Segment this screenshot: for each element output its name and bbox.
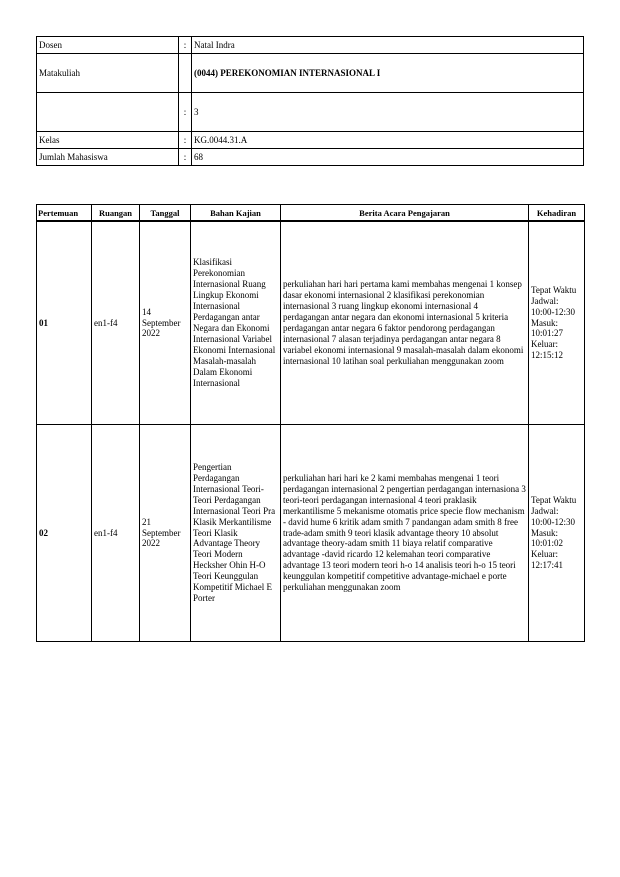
sks-value: 3 bbox=[192, 93, 584, 132]
header-bahan-kajian: Bahan Kajian bbox=[191, 205, 281, 222]
dosen-row bbox=[37, 37, 584, 54]
matakuliah-row bbox=[37, 54, 584, 93]
kehadiran-cell: Tepat Waktu Jadwal: 10:00-12:30 Masuk: 10:01:27 Keluar: 12:15:12 bbox=[529, 221, 585, 425]
table-row bbox=[37, 221, 585, 425]
jumlah-separator: : bbox=[179, 149, 192, 166]
course-info-table bbox=[36, 36, 584, 166]
matakuliah-label: Matakuliah bbox=[37, 54, 179, 93]
attendance-table bbox=[36, 204, 585, 642]
bahan-kajian-cell: Klasifikasi Perekonomian Internasional Ruang Lingkup Ekonomi Internasional Perdagangan antar Negara dan Ekonomi Internasional Variabel Ekonomi Internasional Masalah-masalah Dalam Ekonomi Internasional bbox=[191, 221, 281, 425]
bahan-kajian-cell: Pengertian Perdagangan Internasional Teori-Teori Perdagangan Internasional Teori Pra Klasik Merkantilisme Teori Klasik Advantage Theory Teori Modern Hecksher Ohin H-O Teori Keunggulan Kompetitif Michael E Porter bbox=[191, 425, 281, 642]
kehadiran-cell: Tepat Waktu Jadwal: 10:00-12:30 Masuk: 10:01:02 Keluar: 12:17:41 bbox=[529, 425, 585, 642]
matakuliah-separator bbox=[179, 54, 192, 93]
table-header-row bbox=[37, 205, 585, 222]
header-kehadiran: Kehadiran bbox=[529, 205, 585, 222]
pertemuan-cell: 02 bbox=[37, 425, 92, 642]
kelas-value: KG.0044.31.A bbox=[192, 132, 584, 149]
header-pertemuan: Pertemuan bbox=[37, 205, 92, 222]
berita-acara-cell: perkuliahan hari hari ke 2 kami membahas mengenai 1 teori perdagangan internasional 2 pengertian perdagangan internasiona 3 teori-teori perdagangan internasional 4 teori praklasik merkantilisme 5 mekanisme otomatis price specie flow mechanism - david hume 6 kritik adam smith 7 pandangan adam smith 8 free trade-adam smith 9 teori klasik advantage theory 10 absolut advantage theory-adam smith 11 biaya relatif comparative advantage -david ricardo 12 kelemahan teori comparative advantage 13 teori modern teori h-o 14 analisis teori h-o 15 teori keunggulan kompetitif competitive advantage-michael e porte perkuliahan menggunakan zoom bbox=[281, 425, 529, 642]
jumlah-row bbox=[37, 149, 584, 166]
pertemuan-cell: 01 bbox=[37, 221, 92, 425]
header-ruangan: Ruangan bbox=[92, 205, 140, 222]
dosen-label: Dosen bbox=[37, 37, 179, 54]
kelas-label: Kelas bbox=[37, 132, 179, 149]
berita-acara-cell: perkuliahan hari hari pertama kami membahas mengenai 1 konsep dasar ekonomi internasional 2 klasifikasi perekonomian internasional 3 ruang lingkup ekonomi internasional 4 perdagangan antar negara dan ekonomi internasional 5 kriteria perdagangan antar negara 6 faktor pendorong perdagangan internasional 7 alasan terjadinya perdagangan antar negara 8 variabel ekonomi internasional 9 masalah-masalah dalam ekonomi internasional 10 latihan soal perkuliahan menggunakan zoom bbox=[281, 221, 529, 425]
jumlah-value: 68 bbox=[192, 149, 584, 166]
ruangan-cell: en1-f4 bbox=[92, 425, 140, 642]
kelas-row bbox=[37, 132, 584, 149]
dosen-value: Natal Indra bbox=[192, 37, 584, 54]
matakuliah-value: (0044) PEREKONOMIAN INTERNASIONAL I bbox=[192, 54, 584, 93]
sks-label bbox=[37, 93, 179, 132]
header-berita-acara: Berita Acara Pengajaran bbox=[281, 205, 529, 222]
sks-row bbox=[37, 93, 584, 132]
tanggal-cell: 21 September 2022 bbox=[140, 425, 191, 642]
ruangan-cell: en1-f4 bbox=[92, 221, 140, 425]
dosen-separator: : bbox=[179, 37, 192, 54]
sks-separator: : bbox=[179, 93, 192, 132]
header-tanggal: Tanggal bbox=[140, 205, 191, 222]
tanggal-cell: 14 September 2022 bbox=[140, 221, 191, 425]
kelas-separator: : bbox=[179, 132, 192, 149]
table-row bbox=[37, 425, 585, 642]
jumlah-label: Jumlah Mahasiswa bbox=[37, 149, 179, 166]
